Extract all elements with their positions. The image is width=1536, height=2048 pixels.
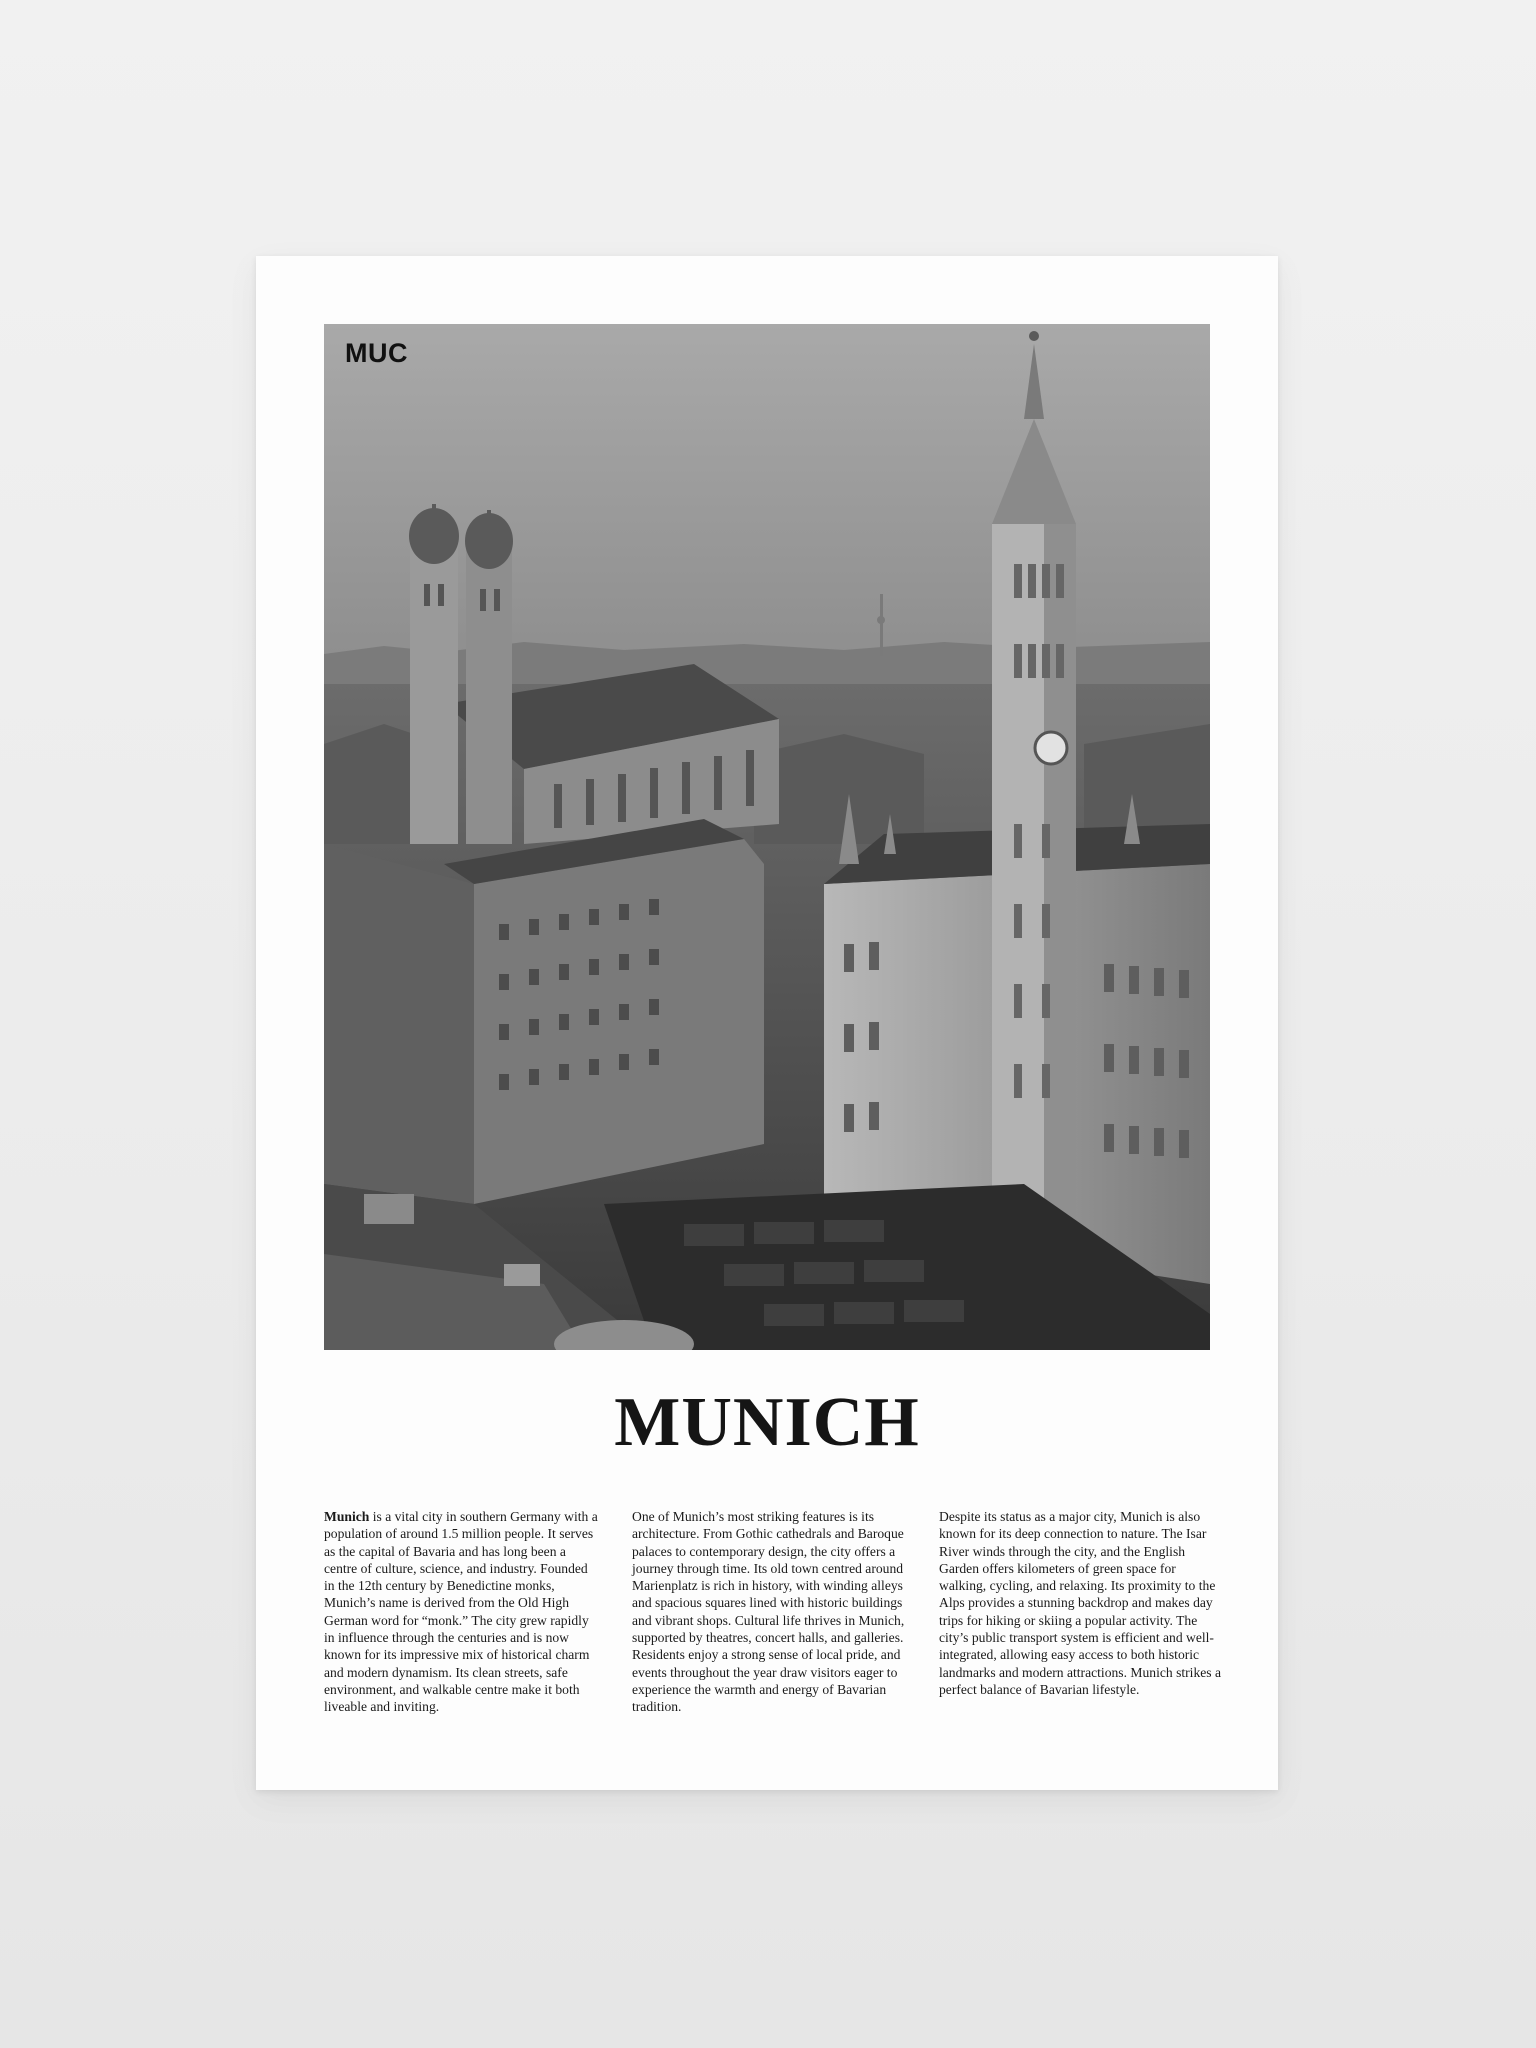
column-1-text: is a vital city in southern Germany with a population of around 1.5 million people. It serves as the capital of Bavaria and has long been a centre of culture, science, and industry. Founded in the 12th century by Benedictine monks, Munich’s name is derived from the Old High German word for “monk.” The city grew rapidly in influence through the centuries and is now known for its impressive mix of historical charm and modern dynamism. Its clean streets, safe environment, and walkable centre make it both liveable and inviting. xyxy=(324,1509,598,1715)
city-code: MUC xyxy=(345,338,408,368)
column-2-text: One of Munich’s most striking features is its architecture. From Gothic cathedrals and Baroque palaces to contemporary design, the city offers a journey through time. Its old town centred around Marienplatz is rich in history, with winding alleys and spacious squares lined with historic buildings and vibrant shops. Cultural life thrives in Munich, supported by theatres, concert halls, and galleries. Residents enjoy a strong sense of local pride, and events throughout the year draw visitors eager to experience the warmth and energy of Bavarian tradition. xyxy=(632,1509,905,1715)
city-photo xyxy=(324,324,1210,1350)
poster-title: MUNICH xyxy=(614,1384,920,1461)
text-column-2 xyxy=(632,1508,909,1716)
munich-aerial-illustration xyxy=(324,324,1210,1350)
text-column-1 xyxy=(324,1508,601,1716)
column-3-text: Despite its status as a major city, Munich is also known for its deep connection to nature. The Isar River winds through the city, and the English Garden offers kilometers of green space for walking, cycling, and relaxing. Its proximity to the Alps provides a stunning backdrop and makes day trips for hiking or skiing a popular activity. The city’s public transport system is efficient and well-integrated, allowing easy access to both historic landmarks and modern attractions. Munich strikes a perfect balance of Bavarian lifestyle. xyxy=(939,1509,1221,1697)
poster xyxy=(256,256,1278,1790)
column-lead-word: Munich xyxy=(324,1509,370,1524)
text-column-3 xyxy=(939,1508,1221,1698)
